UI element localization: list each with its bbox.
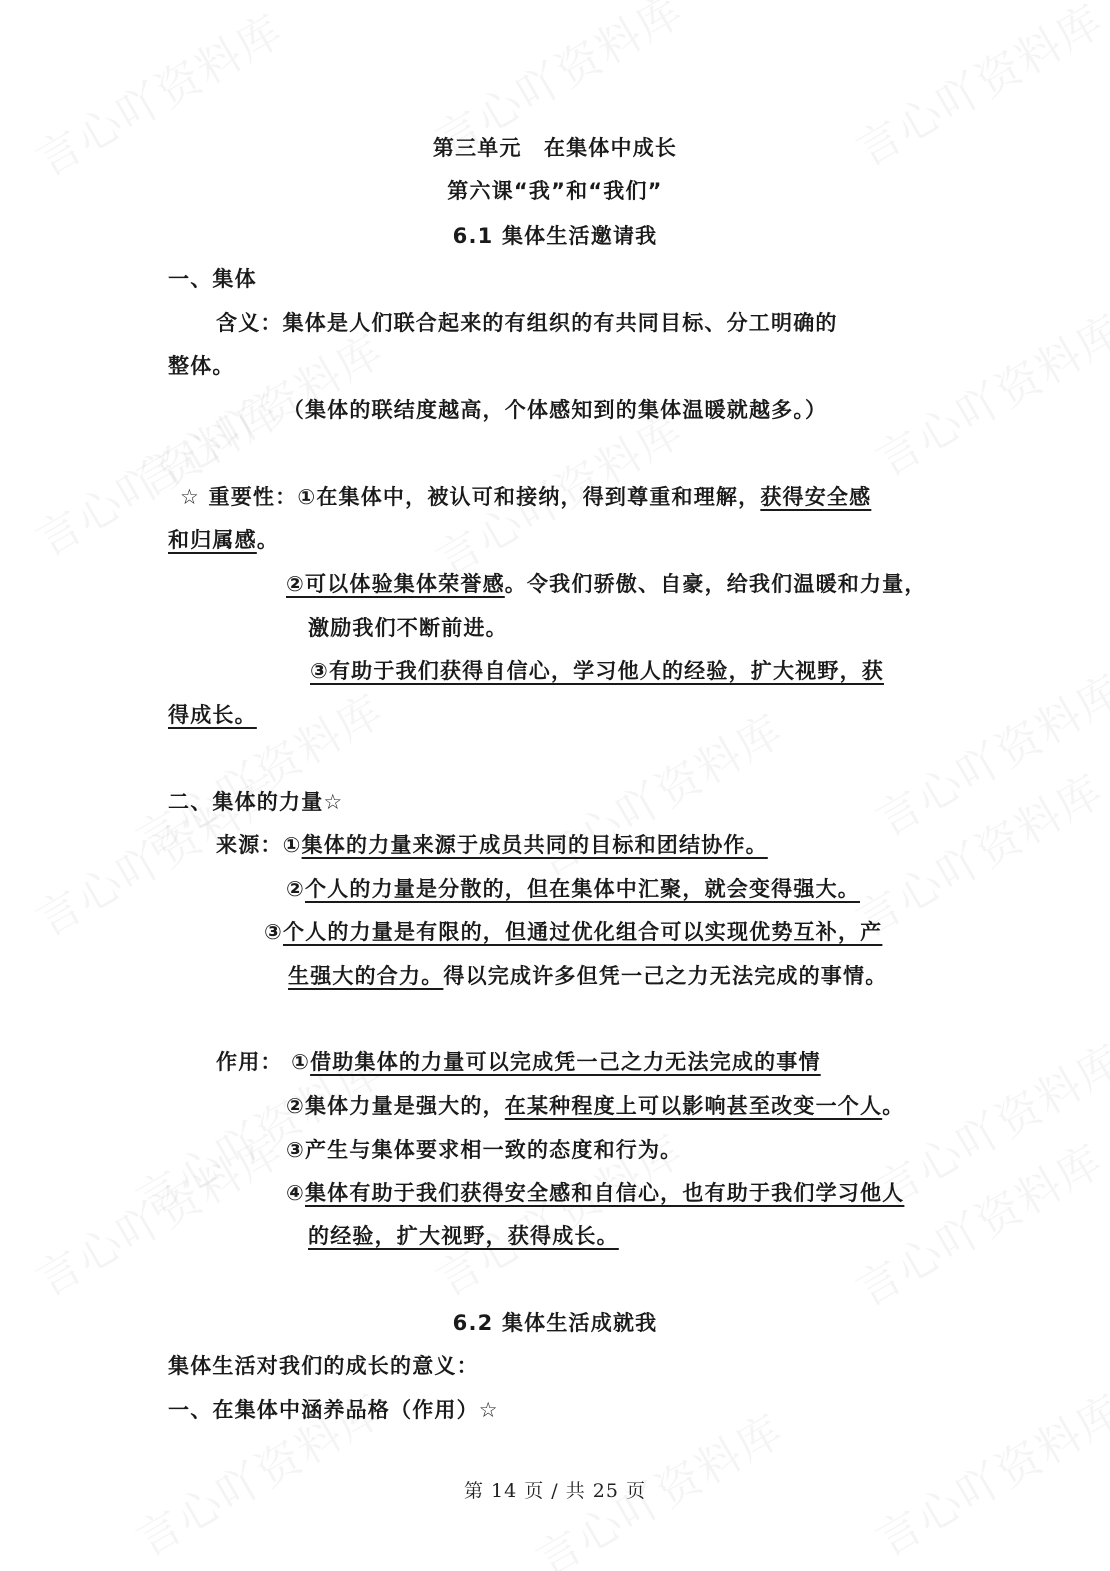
use-item-1-underline: 借助集体的力量可以完成凭一己之力无法完成的事情 xyxy=(310,1050,821,1074)
importance-item-3 xyxy=(310,656,884,686)
use-item-2-end: 。 xyxy=(882,1094,905,1118)
use-item-4 xyxy=(286,1178,904,1208)
use-item-2-pre: ②集体力量是强大的， xyxy=(286,1094,505,1118)
importance-item-3-underline: ③有助于我们获得自信心，学习他人的经验，扩大视野，获 xyxy=(310,659,884,683)
source-item-3-cont-rest: 得以完成许多但凭一己之力无法完成的事情。 xyxy=(443,964,888,988)
section-title-6-2: 6.2 集体生活成就我 xyxy=(452,1311,658,1335)
meaning-heading: 集体生活对我们的成长的意义： xyxy=(168,1354,479,1378)
importance-end: 。 xyxy=(256,528,280,552)
use-label: 作用： ① xyxy=(216,1050,311,1074)
importance-label: ☆ 重要性：①在集体中，被认可和接纳，得到尊重和理解， xyxy=(180,485,761,509)
page-footer: 第 14 页 / 共 25 页 xyxy=(464,1480,646,1502)
use-item-4-num: ④ xyxy=(286,1181,305,1205)
use-item-3: ③产生与集体要求相一致的态度和行为。 xyxy=(286,1138,683,1162)
watermark xyxy=(842,1125,1110,1318)
source-item-2-num: ② xyxy=(286,877,305,901)
source-label: 来源：① xyxy=(216,833,302,857)
source-item-3-cont xyxy=(288,961,887,991)
watermark xyxy=(842,755,1110,948)
importance-item-3-cont xyxy=(168,700,257,730)
source-item-3 xyxy=(264,917,882,947)
importance-item-3-cont-underline: 得成长。 xyxy=(168,703,257,727)
source-item-3-underline: 个人的力量是有限的，但通过优化组合可以实现优势互补，产 xyxy=(282,920,883,944)
source-item-3-num: ③ xyxy=(264,920,283,944)
importance-line-1 xyxy=(180,482,871,512)
source-item-2 xyxy=(286,874,860,904)
definition-line-2: 整体。 xyxy=(168,354,235,378)
use-item-1 xyxy=(216,1047,821,1077)
heading-power: 二、集体的力量☆ xyxy=(168,790,344,814)
source-item-1 xyxy=(216,830,768,860)
importance-underline-1: 获得安全感 xyxy=(760,485,872,509)
importance-underline-2: 和归属感 xyxy=(168,528,257,552)
watermark xyxy=(862,1375,1110,1568)
use-item-2 xyxy=(286,1091,904,1121)
source-item-3-cont-underline: 生强大的合力。 xyxy=(288,964,444,988)
use-item-4-cont-underline: 的经验，扩大视野，获得成长。 xyxy=(308,1224,619,1248)
importance-item-2-rest: 。令我们骄傲、自豪，给我们温暖和力量， xyxy=(504,572,927,596)
heading-collective: 一、集体 xyxy=(168,267,257,291)
importance-item-2-underline: ②可以体验集体荣誉感 xyxy=(286,572,505,596)
source-item-1-underline: 集体的力量来源于成员共同的目标和团结协作。 xyxy=(301,833,768,857)
lesson-title: 第六课“我”和“我们” xyxy=(447,179,663,203)
use-item-4-cont xyxy=(308,1221,619,1251)
watermark xyxy=(862,295,1110,488)
use-item-4-underline: 集体有助于我们获得安全感和自信心，也有助于我们学习他人 xyxy=(304,1181,905,1205)
importance-item-2-cont: 激励我们不断前进。 xyxy=(308,616,508,640)
definition-line-1: 含义：集体是人们联合起来的有组织的有共同目标、分工明确的 xyxy=(216,311,838,335)
watermark xyxy=(862,655,1110,848)
heading-character: 一、在集体中涵养品格（作用）☆ xyxy=(168,1398,499,1422)
importance-line-2 xyxy=(168,525,279,555)
use-item-2-underline: 在某种程度上可以影响甚至改变一个人 xyxy=(504,1094,883,1118)
watermark xyxy=(22,1115,293,1308)
importance-item-2 xyxy=(286,569,927,599)
unit-title: 第三单元 在集体中成长 xyxy=(432,136,678,160)
source-item-2-underline: 个人的力量是分散的，但在集体中汇聚，就会变得强大。 xyxy=(304,877,860,901)
definition-note: （集体的联结度越高，个体感知到的集体温暖就越多。） xyxy=(282,398,828,422)
section-title-6-1: 6.1 集体生活邀请我 xyxy=(452,224,658,248)
